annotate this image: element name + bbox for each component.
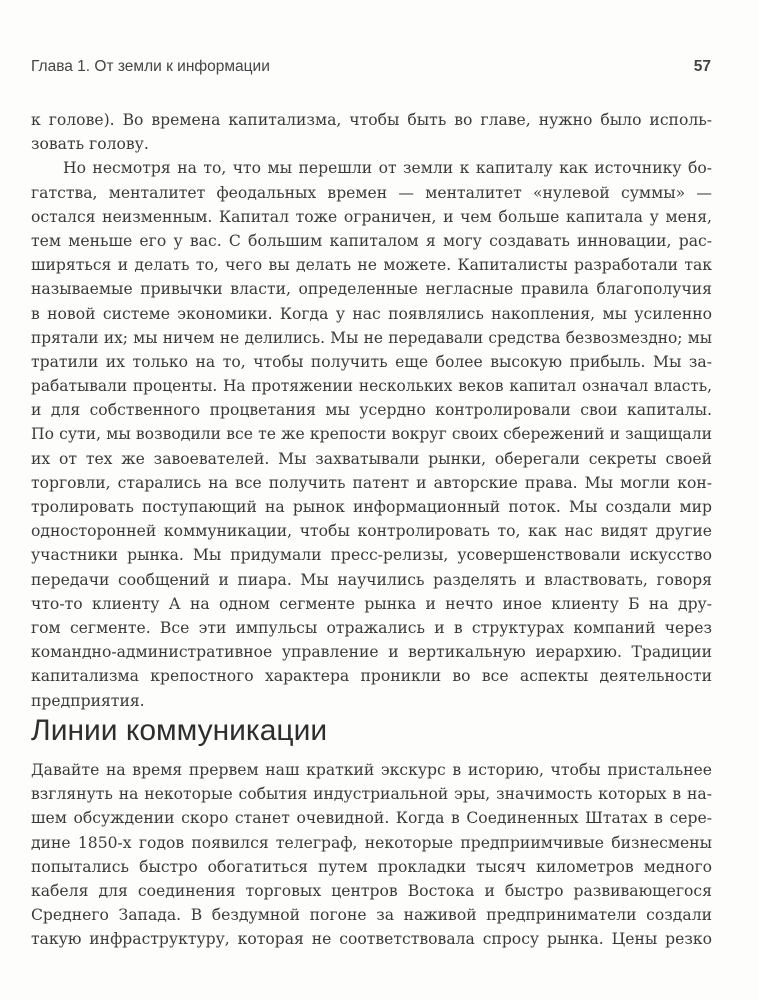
text-line: тем меньше его у вас. С большим капиталом я могу создавать инновации, рас- — [31, 231, 712, 250]
page-number: 57 — [693, 58, 711, 75]
text-line: к голове). Во времена капитализма, чтобы быть во главе, нужно было исполь- — [31, 111, 712, 129]
text-line: тролировать поступающий на рынок информационный поток. Мы создали мир — [31, 498, 712, 516]
text-line: односторонней коммуникации, чтобы контролировать то, как нас видят другие — [31, 522, 712, 541]
text-line: Но несмотря на то, что мы перешли от земли к капиталу как источнику бо- — [63, 159, 712, 178]
text-line: взглянуть на некоторые события индустриальной эры, значимость которых в на- — [31, 785, 712, 804]
text-line: попытались быстро обогатиться путем прокладки тысяч километров медного — [31, 857, 712, 876]
text-line: в новой системе экономики. Когда у нас появлялись накопления, мы усиленно — [31, 304, 712, 323]
text-line: дине 1850-х годов появился телеграф, некоторые предприимчивые бизнесмены — [31, 833, 712, 852]
text-line: называемые привычки власти, определенные негласные правила благополучия — [31, 280, 712, 299]
text-line: Давайте на время прервем наш краткий экскурс в историю, чтобы пристальнее — [31, 761, 712, 779]
text-line: шем обсуждении скоро станет очевидной. Когда в Соединенных Штатах в сере- — [31, 809, 712, 828]
text-line: Среднего Запада. В бездумной погоне за наживой предприниматели создали — [31, 906, 712, 925]
text-line: прятали их; мы ничем не делились. Мы не передавали средства безвозмездно; мы — [31, 328, 712, 347]
text-line: зовать голову. — [31, 135, 149, 154]
text-line: передачи сообщений и пиара. Мы научились разделять и властвовать, говоря — [31, 570, 712, 589]
text-line: кабеля для соединения торговых центров Востока и быстро развивающегося — [31, 881, 712, 900]
text-line: ширяться и делать то, чего вы делать не можете. Капиталисты разработали так — [31, 256, 712, 275]
text-line: такую инфраструктуру, которая не соответствовала спросу рынка. Цены резко — [31, 930, 712, 949]
section-heading: Линии коммуникации — [31, 714, 328, 747]
text-line: что-то клиенту А на одном сегменте рынка и нечто иное клиенту Б на дру- — [31, 594, 712, 613]
section-text — [31, 758, 712, 952]
text-line: По сути, мы возводили все те же крепости вокруг своих сбережений и защищали — [31, 425, 712, 444]
text-line: командно-административное управление и вертикальную иерархию. Традиции — [31, 643, 712, 662]
body-text — [31, 108, 712, 713]
text-line: тратили их только на то, чтобы получить еще более высокую прибыль. Мы за- — [31, 352, 712, 371]
text-line: остался неизменным. Капитал тоже ограничен, и чем больше капитала у меня, — [31, 207, 712, 226]
text-line: капитализма крепостного характера проникли во все аспекты деятельности — [31, 667, 712, 686]
text-line: предприятия. — [31, 691, 145, 710]
text-line: участники рынка. Мы придумали пресс-релизы, усовершенствовали искусство — [31, 546, 712, 565]
text-line: и для собственного процветания мы усердно контролировали свои капиталы. — [31, 401, 712, 420]
text-line: гом сегменте. Все эти импульсы отражались и в структурах компаний через — [31, 618, 712, 637]
text-line: торговли, старались на все получить патент и авторские права. Мы могли кон- — [31, 473, 712, 492]
text-line: гатства, менталитет феодальных времен — менталитет «нулевой суммы» — — [31, 183, 712, 202]
text-line: их от тех же завоевателей. Мы захватывали рынки, оберегали секреты своей — [31, 449, 712, 468]
running-head — [31, 58, 711, 80]
chapter-title: Глава 1. От земли к информации — [31, 58, 270, 75]
text-line: рабатывали проценты. На протяжении нескольких веков капитал означал власть, — [31, 377, 712, 396]
